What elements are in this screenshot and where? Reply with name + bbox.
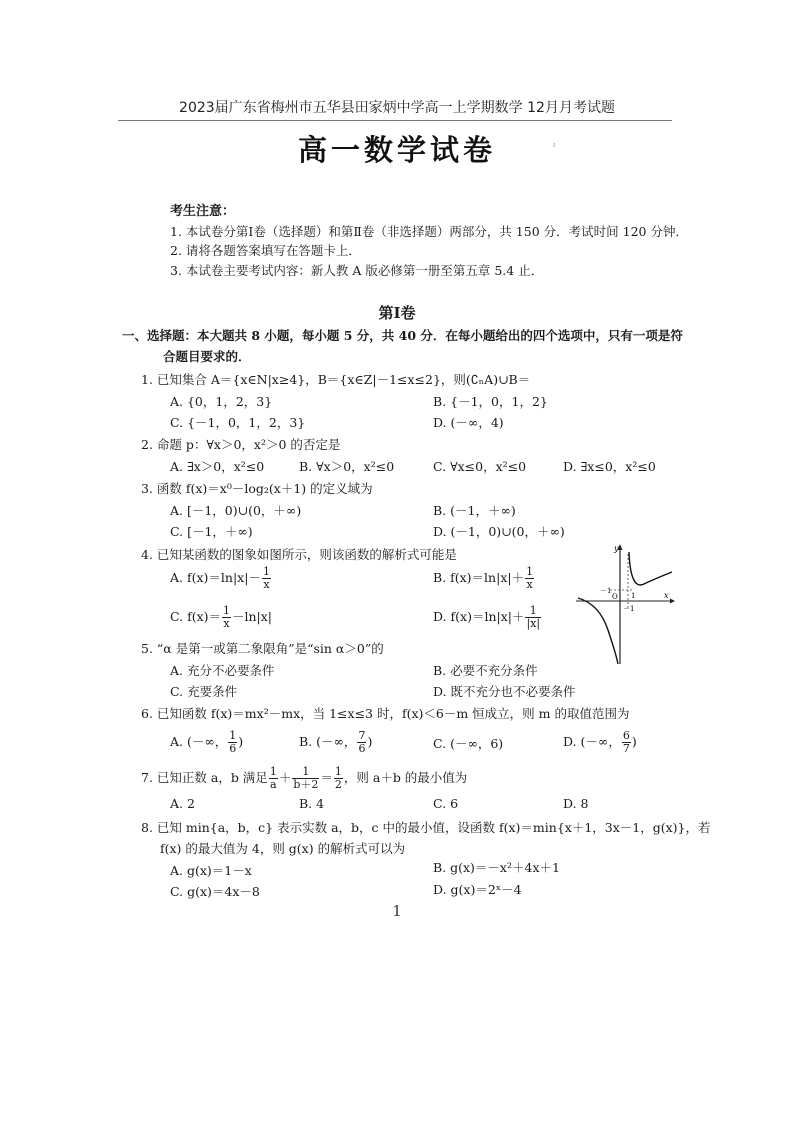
document-header: 2023届广东省梅州市五华县田家炳中学高一上学期数学 12月月考试题 [179, 100, 615, 116]
graph-label-neg1-right: －1 [623, 605, 635, 613]
q6-option-d-close: ) [631, 734, 637, 749]
q4-option-c-tail: －ln|x| [232, 609, 273, 624]
page-number: 1 [392, 902, 402, 920]
q6-option-d-denominator: 7 [622, 742, 630, 755]
q4-option-d-denominator: |x| [526, 617, 541, 630]
notice-heading: 考生注意： [170, 204, 236, 219]
q3-option-a: A. [－1，0)∪(0，＋∞) [170, 503, 302, 518]
q8-stem-line2: f(x) 的最大值为 4，则 g(x) 的解析式可以为 [160, 841, 406, 856]
q6-option-b [299, 730, 372, 755]
graph-label-origin: O [612, 593, 618, 601]
q6-option-b-text: B. (－∞， [299, 734, 357, 749]
q4-option-a-text: A. f(x)＝ln|x|－ [170, 570, 261, 585]
q7-option-a: A. 2 [170, 796, 195, 811]
q8-option-d: D. g(x)＝2ˣ－4 [433, 882, 522, 897]
q4-option-a-fraction [262, 566, 271, 591]
q8-option-b: B. g(x)＝－x²＋4x＋1 [433, 860, 560, 875]
q5-option-b: B. 必要不充分条件 [433, 663, 538, 678]
section-intro-line1: 一、选择题：本大题共 8 小题，每小题 5 分，共 40 分．在每小题给出的四个选项中，只有一项是符 [122, 328, 683, 343]
q8-stem-line1: 8. 已知 min{a，b，c} 表示实数 a，b，c 中的最小值，设函数 f(x)＝min{x＋1，3x－1，g(x)}，若 [141, 820, 711, 835]
q7-option-b: B. 4 [299, 796, 325, 811]
q5-option-a: A. 充分不必要条件 [170, 663, 275, 678]
scan-speck: ˀ [553, 143, 556, 152]
q4-option-d-text: D. f(x)＝ln|x|＋ [433, 609, 525, 624]
graph-x-arrow [670, 599, 675, 604]
graph-curve-right [629, 552, 672, 585]
q4-stem: 4. 已知某函数的图象如图所示，则该函数的解析式可能是 [141, 547, 457, 562]
q2-option-c: C. ∀x≤0，x²≤0 [433, 459, 527, 474]
q7-option-c: C. 6 [433, 796, 459, 811]
q6-option-a-numerator: 1 [229, 729, 237, 742]
q6-option-b-numerator: 7 [358, 729, 366, 742]
q7-fraction-2-numerator: 1 [292, 766, 319, 779]
q3-stem: 3. 函数 f(x)＝x⁰－log₂(x＋1) 的定义域为 [141, 481, 373, 496]
q5-stem: 5. “α 是第一或第二象限角”是“sin α＞0”的 [141, 641, 384, 656]
q6-option-a [170, 730, 243, 755]
q7-option-d: D. 8 [563, 796, 589, 811]
q8-option-a: A. g(x)＝1－x [170, 863, 252, 878]
q7-stem [141, 766, 467, 791]
graph-curve-left [578, 598, 618, 664]
q1-option-a: A. {0，1，2，3} [170, 394, 273, 409]
q7-stem-tail: ，则 a＋b 的最小值为 [343, 770, 468, 785]
q1-stem: 1. 已知集合 A＝{x∈N|x≥4}，B＝{x∈Z|－1≤x≤2}，则(∁ₙA)∪B＝ [141, 372, 531, 387]
q4-option-a-numerator: 1 [262, 565, 270, 578]
q4-option-c [170, 605, 272, 630]
q4-option-a [170, 566, 272, 591]
q4-option-b-numerator: 1 [526, 565, 534, 578]
q7-fraction-3-numerator: 1 [334, 765, 342, 778]
q3-option-d: D. (－1，0)∪(0，＋∞) [433, 524, 565, 539]
q7-plus: ＋ [278, 770, 292, 785]
q6-option-a-denominator: 6 [229, 742, 237, 755]
section-heading: 第Ⅰ卷 [378, 304, 416, 322]
q4-option-a-denominator: x [263, 578, 270, 591]
graph-label-x: x [664, 591, 669, 600]
q1-option-b: B. {－1，0，1，2} [433, 394, 548, 409]
q4-option-c-denominator: x [223, 617, 230, 630]
q7-fraction-2 [292, 766, 319, 791]
q6-option-c: C. (－∞，6) [433, 736, 504, 751]
q7-fraction-3-denominator: 2 [334, 778, 342, 791]
q3-option-b: B. (－1，＋∞) [433, 503, 516, 518]
q3-option-c: C. [－1，＋∞) [170, 524, 253, 539]
q4-option-c-text: C. f(x)＝ [170, 609, 221, 624]
q6-option-d [563, 730, 637, 755]
q7-fraction-1 [269, 766, 278, 791]
q4-function-graph [574, 542, 676, 666]
q4-option-d-fraction [525, 605, 541, 630]
q6-option-a-close: ) [238, 734, 244, 749]
q4-option-c-numerator: 1 [223, 604, 230, 617]
q7-fraction-3 [334, 766, 343, 791]
q5-option-c: C. 充要条件 [170, 684, 238, 699]
q6-option-a-fraction [228, 730, 237, 755]
q4-option-d [433, 605, 542, 630]
q7-fraction-1-denominator: a [270, 778, 277, 791]
notice-item-2: 2. 请将各题答案填写在答题卡上． [170, 243, 361, 258]
q5-option-d: D. 既不充分也不必要条件 [433, 684, 576, 699]
q6-option-b-denominator: 6 [358, 742, 366, 755]
notice-item-3: 3. 本试卷主要考试内容：新人教 A 版必修第一册至第五章 5.4 止． [170, 263, 544, 278]
q4-option-b-denominator: x [526, 578, 533, 591]
q6-option-d-numerator: 6 [622, 729, 630, 742]
q6-option-d-fraction [622, 730, 631, 755]
q1-option-d: D. (－∞，4) [433, 415, 504, 430]
q4-option-b-text: B. f(x)＝ln|x|＋ [433, 570, 525, 585]
q6-option-b-fraction [357, 730, 366, 755]
q1-option-c: C. {－1，0，1，2，3} [170, 415, 306, 430]
q7-fraction-2-denominator: b＋2 [293, 778, 319, 791]
q7-fraction-1-numerator: 1 [269, 765, 277, 778]
q2-option-d: D. ∃x≤0，x²≤0 [563, 459, 656, 474]
q6-option-d-text: D. (－∞， [563, 734, 621, 749]
q4-option-d-numerator: 1 [525, 605, 541, 618]
graph-label-y: y [614, 544, 619, 553]
q4-option-c-fraction [222, 605, 231, 630]
q7-equals: ＝ [320, 770, 333, 785]
q6-option-a-text: A. (－∞， [170, 734, 228, 749]
q2-option-b: B. ∀x＞0，x²≤0 [299, 459, 395, 474]
q2-stem: 2. 命题 p：∀x＞0，x²＞0 的否定是 [141, 437, 341, 452]
q4-option-b-fraction [525, 566, 534, 591]
q8-option-c: C. g(x)＝4x－8 [170, 884, 260, 899]
q6-stem: 6. 已知函数 f(x)＝mx²－mx，当 1≤x≤3 时，f(x)＜6－m 恒成立，则 m 的取值范围为 [141, 706, 630, 721]
q7-stem-text: 7. 已知正数 a，b 满足 [141, 770, 268, 785]
graph-label-neg1-left: －1 [600, 587, 612, 595]
q2-option-a: A. ∃x＞0，x²≤0 [170, 459, 265, 474]
q6-option-b-close: ) [367, 734, 373, 749]
q4-option-b [433, 566, 535, 591]
notice-item-1: 1. 本试卷分第Ⅰ卷（选择题）和第Ⅱ卷（非选择题）两部分，共 150 分．考试时间 120 分钟． [170, 224, 688, 239]
section-intro-line2: 合题目要求的． [163, 349, 251, 364]
header-rule [118, 120, 672, 121]
graph-label-one: 1 [631, 592, 636, 600]
page-title: 高一数学试卷 [297, 133, 496, 167]
